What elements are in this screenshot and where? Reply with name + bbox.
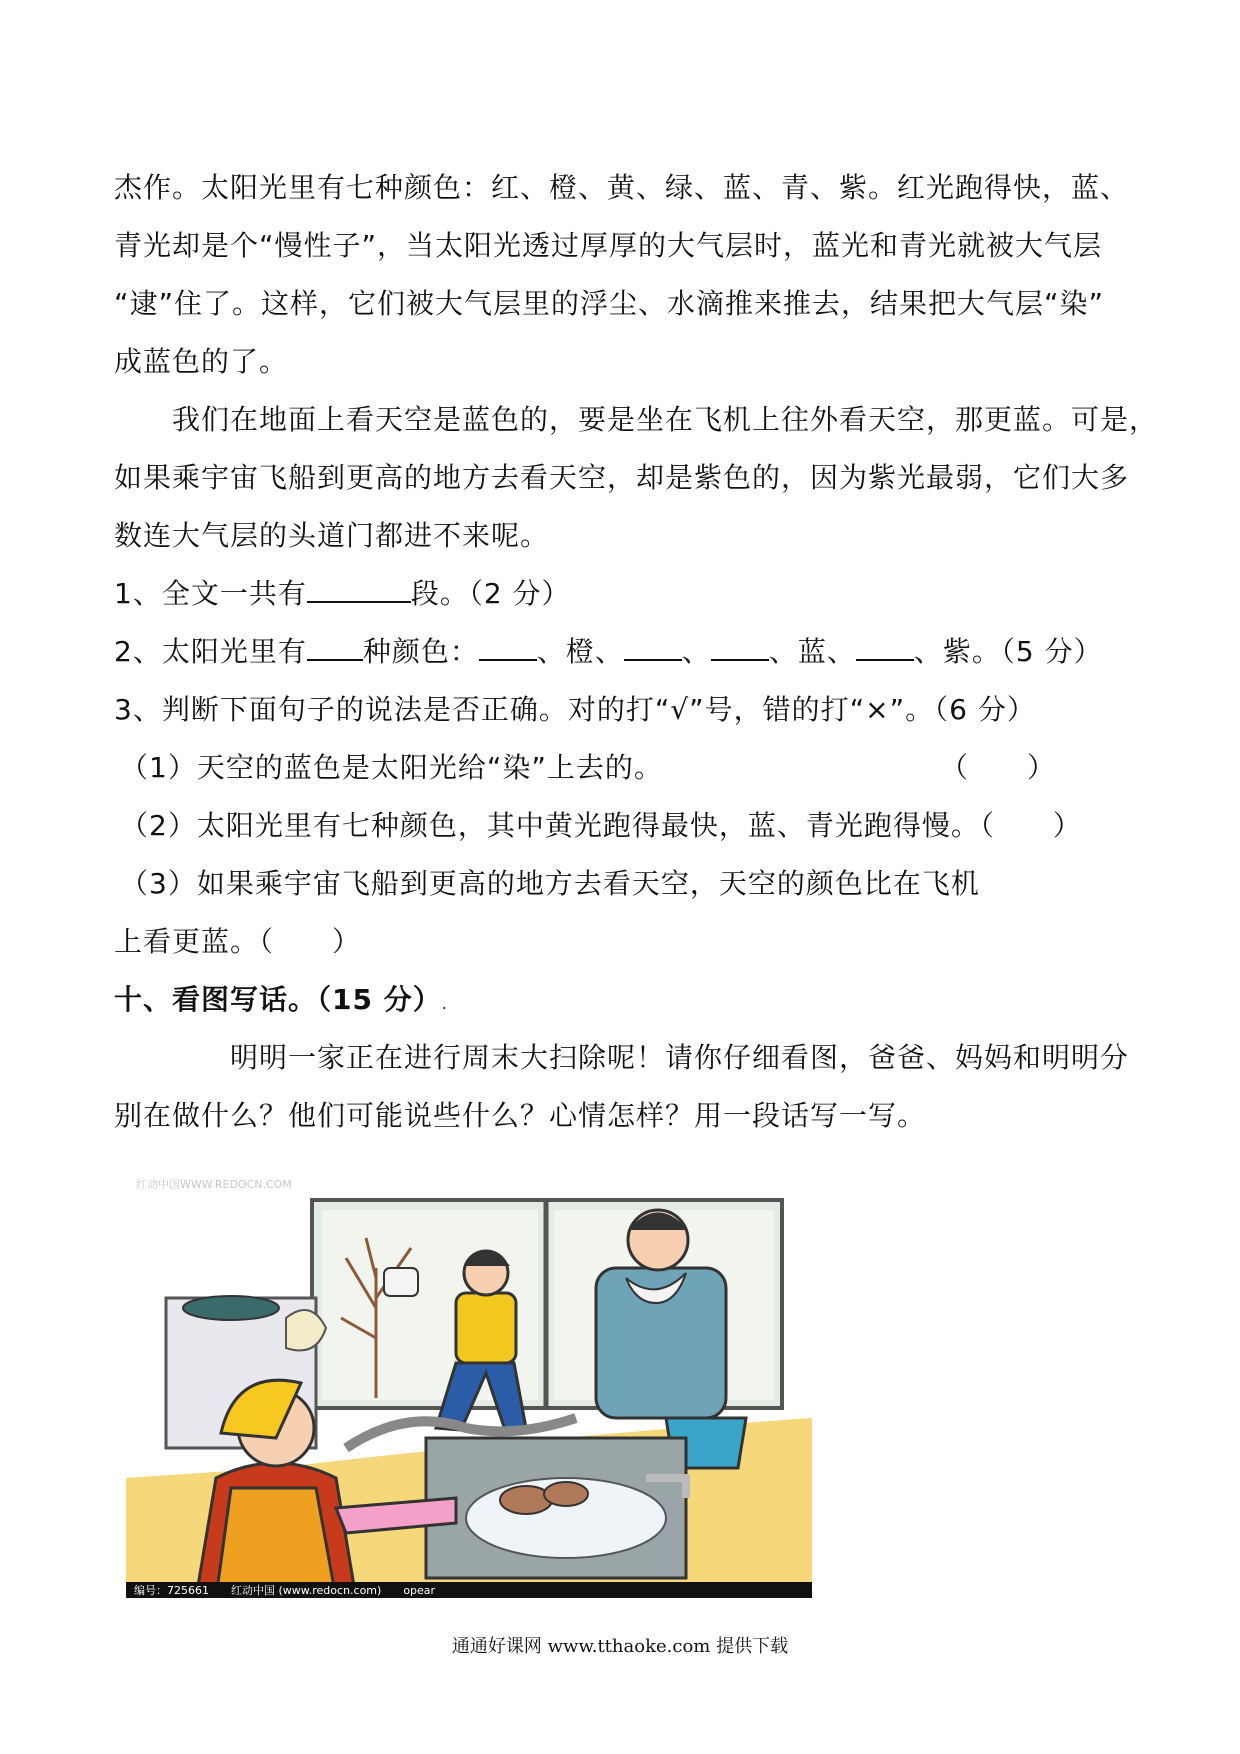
statement-3: （3）如果乘宇宙飞船到更高的地方去看天空，天空的颜色比在飞机 [120, 867, 980, 900]
question-2-text: 、 [681, 635, 711, 668]
footer: 通通好课网 www.tthaoke.com 提供下载 [451, 1636, 789, 1657]
passage-line: 数连大气层的头道门都进不来呢。 [114, 519, 550, 552]
question-2-text: 、橙、 [536, 635, 624, 668]
statement-2[interactable]: （2）太阳光里有七种颜色，其中黄光跑得最快，蓝、青光跑得慢。（ ） [120, 809, 1082, 842]
answer-parentheses[interactable]: （ ） [940, 751, 1057, 784]
statement-3-continued[interactable]: 上看更蓝。（ ） [114, 925, 362, 958]
stray-mark: . [441, 994, 448, 1013]
passage-line: 我们在地面上看天空是蓝色的，要是坐在飞机上往外看天空，那更蓝。可是， [172, 403, 1159, 436]
passage-line: 如果乘宇宙飞船到更高的地方去看天空，却是紫色的，因为紫光最弱，它们大多 [114, 461, 1130, 494]
question-1-text: 1、全文一共有 [114, 577, 307, 610]
passage-line: 杰作。太阳光里有七种颜色：红、橙、黄、绿、蓝、青、紫。红光跑得快，蓝、 [114, 171, 1130, 204]
question-2-text: 、蓝、 [768, 635, 856, 668]
passage-line: 青光却是个“慢性子”，当太阳光透过厚厚的大气层时，蓝光和青光就被大气层 [114, 229, 1103, 262]
question-2-text: 种颜色： [362, 635, 479, 668]
answer-blank[interactable] [307, 633, 363, 661]
caption-text: 编号：725661 红动中国 (www.redocn.com) opear [134, 1584, 436, 1597]
section-title: 十、看图写话。（15 分） [114, 983, 442, 1016]
answer-blank[interactable] [856, 633, 914, 661]
statement-1 [120, 748, 1057, 788]
answer-blank[interactable] [711, 633, 769, 661]
passage-line: “逮”住了。这样，它们被大气层里的浮尘、水滴推来推去，结果把大气层“染” [114, 287, 1105, 320]
watermark-top: 红动中国WWW.REDOCN.COM [136, 1178, 292, 1191]
question-1 [114, 574, 571, 614]
passage-line: 成蓝色的了。 [114, 345, 289, 378]
section-heading [114, 980, 448, 1024]
answer-blank[interactable] [624, 633, 682, 661]
question-2-score: 、紫。（5 分） [913, 635, 1103, 668]
answer-blank[interactable] [479, 633, 537, 661]
question-2-text: 2、太阳光里有 [114, 635, 307, 668]
prompt-line: 明明一家正在进行周末大扫除呢！请你仔细看图，爸爸、妈妈和明明分 [230, 1041, 1130, 1074]
cleaning-illustration [126, 1178, 812, 1598]
answer-blank[interactable] [307, 575, 411, 603]
statement-1-text: （1）天空的蓝色是太阳光给“染”上去的。 [120, 751, 663, 784]
question-3: 3、判断下面句子的说法是否正确。对的打“√”号，错的打“×”。（6 分） [114, 693, 1036, 726]
question-1-score: 段。（2 分） [410, 577, 571, 610]
question-2 [114, 632, 1103, 672]
prompt-line: 别在做什么？他们可能说些什么？心情怎样？用一段话写一写。 [114, 1099, 927, 1132]
